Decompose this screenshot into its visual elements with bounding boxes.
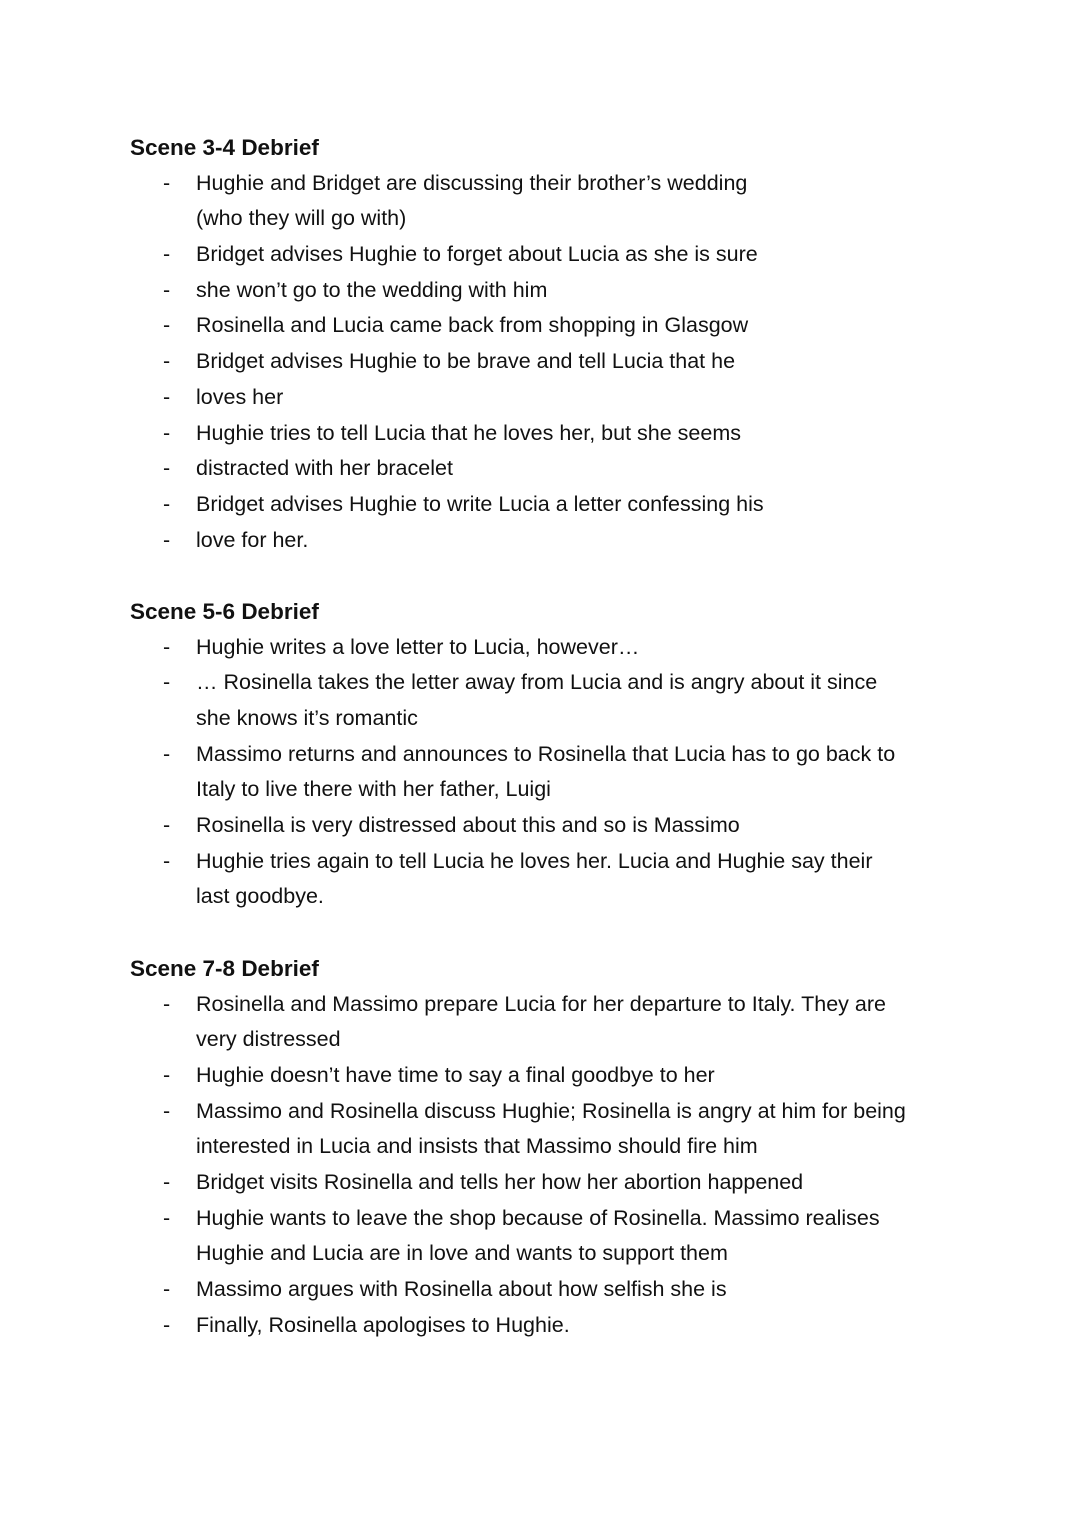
bullet-dash: - <box>163 456 171 481</box>
list-item-text: Bridget visits Rosinella and tells her how her abortion happened <box>196 1169 804 1194</box>
section <box>130 130 990 558</box>
list-item-text: Bridget advises Hughie to be brave and tell Lucia that he <box>196 349 736 374</box>
section-heading: Scene 3-4 Debrief <box>130 135 319 160</box>
list-item-text: loves her <box>196 384 284 409</box>
list-item <box>130 808 990 844</box>
list-item <box>130 1094 990 1130</box>
bullet-dash: - <box>163 991 171 1016</box>
section <box>130 594 990 915</box>
bullet-dash: - <box>163 170 171 195</box>
list-item <box>130 451 990 487</box>
bullet-dash: - <box>163 527 171 552</box>
section-heading: Scene 5-6 Debrief <box>130 598 319 624</box>
list-item <box>130 237 990 273</box>
list-item <box>130 844 990 880</box>
list-item-text: last goodbye. <box>196 884 324 909</box>
list-item-text: Hughie tries again to tell Lucia he loves her. Lucia and Hughie say their <box>196 848 873 873</box>
list-item-text: interested in Lucia and insists that Massimo should fire him <box>196 1134 758 1159</box>
bullet-dash: - <box>163 349 171 374</box>
bullet-dash: - <box>163 670 171 695</box>
list-item-text: she won’t go to the wedding with him <box>196 277 548 302</box>
list-item <box>130 166 990 202</box>
bullet-dash: - <box>163 1098 171 1123</box>
bullet-dash: - <box>163 384 171 409</box>
list-item-text: … Rosinella takes the letter away from Lucia and is angry about it since <box>196 670 878 695</box>
list-item-continuation <box>130 1129 990 1165</box>
list-item-text: Hughie and Bridget are discussing their brother’s wedding <box>196 170 748 195</box>
list-item <box>130 380 990 416</box>
list-item-text: Rosinella and Massimo prepare Lucia for her departure to Italy. They are <box>196 991 886 1016</box>
list-item-text: Bridget advises Hughie to write Lucia a letter confessing his <box>196 491 764 516</box>
list-item <box>130 487 990 523</box>
list-item <box>130 523 990 559</box>
list-item-text: Massimo and Rosinella discuss Hughie; Rosinella is angry at him for being <box>196 1098 906 1123</box>
list-item-text: Hughie writes a love letter to Lucia, however… <box>196 634 640 659</box>
bullet-dash: - <box>163 1312 171 1337</box>
list-item-continuation <box>130 201 990 237</box>
list-item <box>130 273 990 309</box>
list-item-continuation <box>130 879 990 915</box>
list-item-continuation <box>130 1022 990 1058</box>
list-item-text: (who they will go with) <box>196 206 407 231</box>
list-item-text: very distressed <box>196 1027 341 1052</box>
list-item <box>130 1058 990 1094</box>
list-item-continuation <box>130 701 990 737</box>
list-item <box>130 308 990 344</box>
bullet-dash: - <box>163 1205 171 1230</box>
bullet-dash: - <box>163 813 171 838</box>
section <box>130 951 990 1344</box>
list-item-text: Bridget advises Hughie to forget about Lucia as she is sure <box>196 242 758 267</box>
section-heading: Scene 7-8 Debrief <box>130 955 319 981</box>
list-item <box>130 630 990 666</box>
list-item <box>130 665 990 701</box>
bullet-dash: - <box>163 848 171 873</box>
bullet-dash: - <box>163 242 171 267</box>
bullet-dash: - <box>163 1169 171 1194</box>
list-item <box>130 737 990 773</box>
bullet-dash: - <box>163 741 171 766</box>
list-item-text: Finally, Rosinella apologises to Hughie. <box>196 1312 570 1337</box>
bullet-dash: - <box>163 1277 171 1301</box>
list-item-text: Hughie tries to tell Lucia that he loves her, but she seems <box>196 420 741 445</box>
list-item-text: Hughie doesn’t have time to say a final goodbye to her <box>196 1062 715 1087</box>
list-item-text: love for her. <box>196 527 309 552</box>
list-item-text: Italy to live there with her father, Luigi <box>196 777 551 802</box>
list-item <box>130 1201 990 1237</box>
list-item <box>130 1308 990 1344</box>
list-item <box>130 1272 990 1308</box>
bullet-dash: - <box>163 277 171 302</box>
bullet-dash: - <box>163 634 171 659</box>
list-item <box>130 1165 990 1201</box>
list-item-text: Hughie wants to leave the shop because of Rosinella. Massimo realises <box>196 1205 880 1230</box>
list-item <box>130 987 990 1023</box>
list-item <box>130 416 990 452</box>
list-item-text: Rosinella and Lucia came back from shopping in Glasgow <box>196 313 749 338</box>
list-item-text: Hughie and Lucia are in love and wants to support them <box>196 1241 728 1266</box>
bullet-dash: - <box>163 491 171 516</box>
list-item-text: Massimo returns and announces to Rosinella that Lucia has to go back to <box>196 741 896 766</box>
list-item <box>130 344 990 380</box>
document <box>130 130 990 1379</box>
list-item-continuation <box>130 1236 990 1272</box>
list-item-text: Rosinella is very distressed about this and so is Massimo <box>196 813 740 838</box>
bullet-dash: - <box>163 313 171 338</box>
list-item-text: distracted with her bracelet <box>196 456 453 481</box>
list-item-text: Massimo argues with Rosinella about how selfish she is <box>196 1277 727 1301</box>
bullet-dash: - <box>163 420 171 445</box>
bullet-dash: - <box>163 1062 171 1087</box>
list-item-continuation <box>130 772 990 808</box>
list-item-text: she knows it’s romantic <box>196 706 418 730</box>
